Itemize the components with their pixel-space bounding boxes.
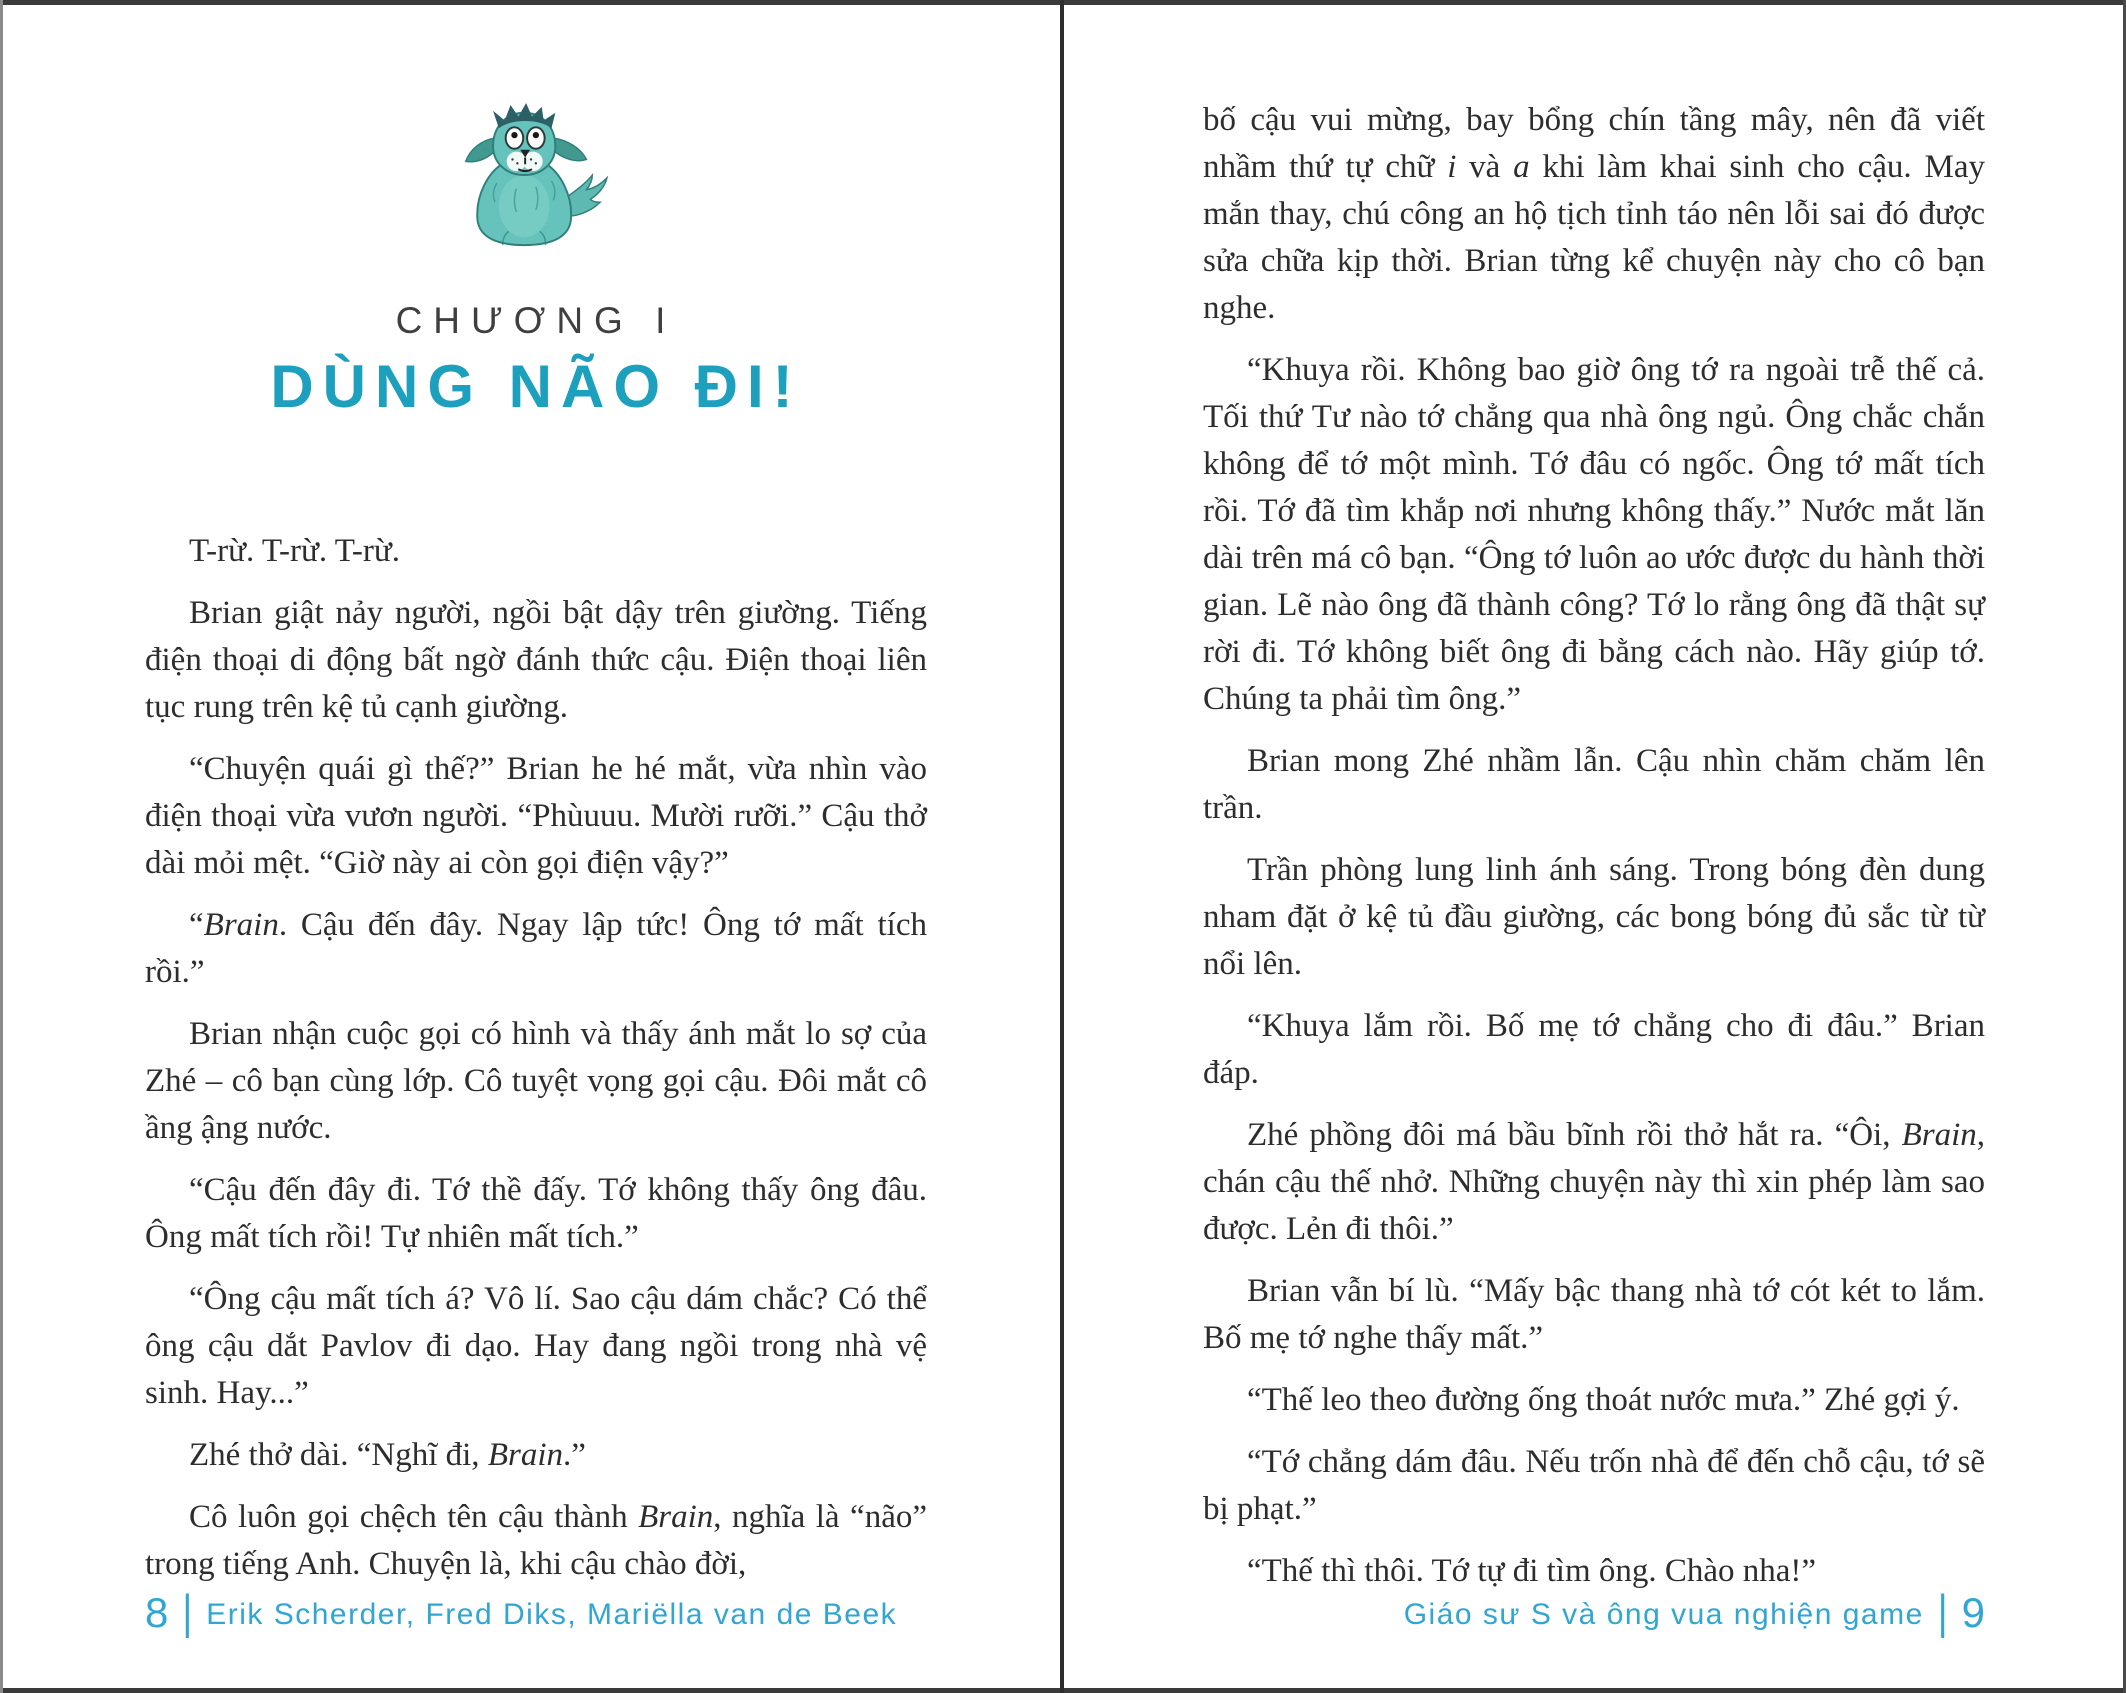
paragraph: “Khuya rồi. Không bao giờ ông tớ ra ngoài trễ thế cả. Tối thứ Tư nào tớ chẳng qua nhà ông ngủ. Ông chắc chắn không để tớ một mình. Tớ đâu có ngốc. Ông tớ mất tích rồi. Tớ đã tìm khắp nơi nhưng không thấy.” Nước mắt lăn dài trên má cô bạn. “Ông tớ luôn ao ước được du hành thời gian. Lẽ nào ông đã thành công? Tớ lo rằng ông đã thật sự rời đi. Tớ không biết ông đi bằng cách nào. Hãy giúp tớ. Chúng ta phải tìm ông.” bbox=[1203, 352, 1985, 717]
paragraph: “Tớ chẳng dám đâu. Nếu trốn nhà để đến chỗ cậu, tớ sẽ bị phạt.” bbox=[1203, 1444, 1985, 1527]
paragraph: bố cậu vui mừng, bay bổng chín tầng mây, nên đã viết nhầm thứ tự chữ i và a khi làm khai sinh cho cậu. May mắn thay, chú công an hộ tịch tỉnh táo nên lỗi sai đó được sửa chữa kịp thời. Brian từng kể chuyện này cho cô bạn nghe. bbox=[1203, 102, 1985, 326]
paragraph: “Ông cậu mất tích á? Vô lí. Sao cậu dám chắc? Có thể ông cậu dắt Pavlov đi dạo. Hay đang ngồi trong nhà vệ sinh. Hay...” bbox=[145, 1281, 927, 1411]
paragraph: Zhé phồng đôi má bầu bĩnh rồi thở hắt ra. “Ôi, Brain, chán cậu thế nhở. Những chuyện này thì xin phép làm sao được. Lẻn đi thôi.” bbox=[1203, 1117, 1985, 1247]
paragraph: Trần phòng lung linh ánh sáng. Trong bóng đèn dung nham đặt ở kệ tủ đầu giường, các bong bóng đủ sắc từ từ nổi lên. bbox=[1203, 852, 1985, 982]
paragraph: Brian vẫn bí lù. “Mấy bậc thang nhà tớ cót két to lắm. Bố mẹ tớ nghe thấy mất.” bbox=[1203, 1273, 1985, 1356]
paragraph: Brian mong Zhé nhầm lẫn. Cậu nhìn chăm chăm lên trần. bbox=[1203, 743, 1985, 826]
chapter-title: DÙNG NÃO ĐI! bbox=[270, 353, 802, 420]
page-number-right: 9 bbox=[1961, 1589, 1985, 1636]
paragraph: “Khuya lắm rồi. Bố mẹ tớ chẳng cho đi đâu.” Brian đáp. bbox=[1203, 1008, 1985, 1091]
right-page-text bbox=[1203, 97, 1985, 1610]
page-number-left: 8 bbox=[145, 1589, 169, 1636]
left-page-footer bbox=[145, 1586, 898, 1640]
authors-text: Erik Scherder, Fred Diks, Mariëlla van de Beek bbox=[206, 1598, 898, 1631]
book-title-text: Giáo sư S và ông vua nghiện game bbox=[1403, 1598, 1924, 1631]
footer-separator-right: | bbox=[1937, 1586, 1948, 1640]
paragraph: “Thế leo theo đường ống thoát nước mưa.” Zhé gợi ý. bbox=[1247, 1382, 1960, 1418]
chapter-label: CHƯƠNG I bbox=[395, 300, 677, 341]
page-divider bbox=[1060, 0, 1064, 1693]
paragraph: “Brain. Cậu đến đây. Ngay lập tức! Ông tớ mất tích rồi.” bbox=[145, 907, 927, 990]
paragraph: “Cậu đến đây đi. Tớ thề đấy. Tớ không thấy ông đâu. Ông mất tích rồi! Tự nhiên mất tích.” bbox=[145, 1172, 927, 1255]
right-page-footer bbox=[1403, 1586, 1985, 1640]
paragraph: Cô luôn gọi chệch tên cậu thành Brain, nghĩa là “não” trong tiếng Anh. Chuyện là, khi cậu chào đời, bbox=[145, 1499, 927, 1582]
paragraph: “Chuyện quái gì thế?” Brian he hé mắt, vừa nhìn vào điện thoại vừa vươn người. “Phùuuu. Mười rưỡi.” Cậu thở dài mỏi mệt. “Giờ này ai còn gọi điện vậy?” bbox=[145, 751, 927, 881]
paragraph: “Thế thì thôi. Tớ tự đi tìm ông. Chào nha!” bbox=[1247, 1553, 1817, 1589]
page-edge-left bbox=[0, 0, 3, 1693]
paragraph: T-rừ. T-rừ. T-rừ. bbox=[189, 533, 401, 569]
dog-illustration bbox=[438, 103, 624, 249]
footer-separator-left: | bbox=[182, 1586, 193, 1640]
left-page-text bbox=[145, 528, 927, 1603]
paragraph: Zhé thở dài. “Nghĩ đi, Brain.” bbox=[189, 1437, 586, 1473]
paragraph: Brian giật nảy người, ngồi bật dậy trên giường. Tiếng điện thoại di động bất ngờ đánh thức cậu. Điện thoại liên tục rung trên kệ tủ cạnh giường. bbox=[145, 595, 927, 725]
paragraph: Brian nhận cuộc gọi có hình và thấy ánh mắt lo sợ của Zhé – cô bạn cùng lớp. Cô tuyệt vọng gọi cậu. Đôi mắt cô ầng ậng nước. bbox=[145, 1016, 927, 1146]
